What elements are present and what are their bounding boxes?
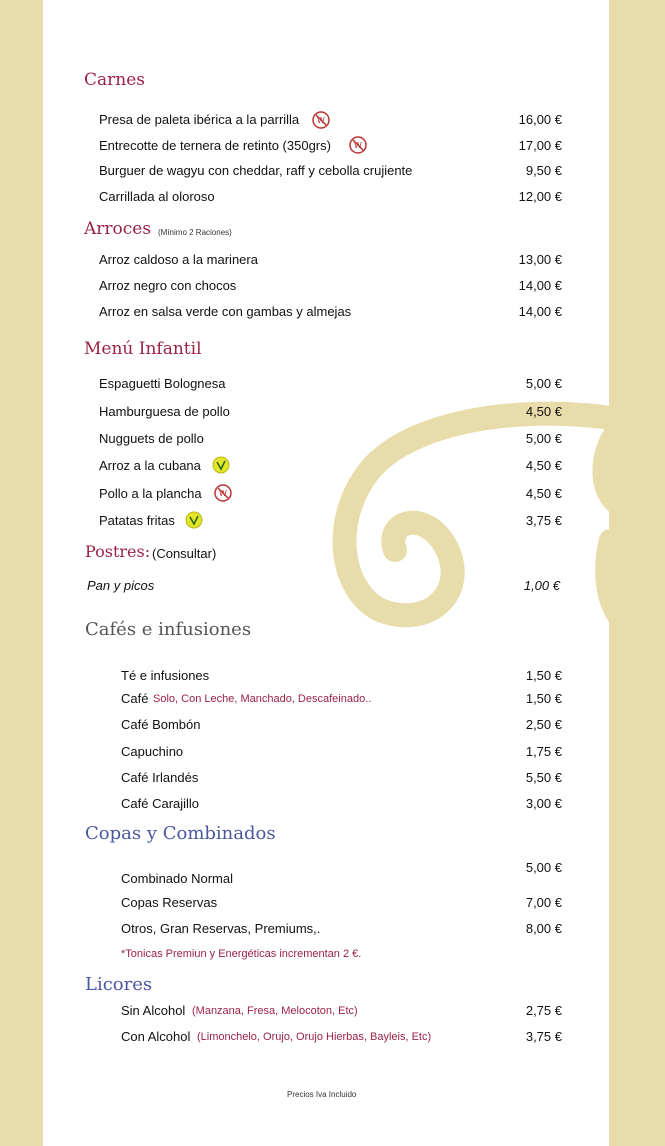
- menu-price: 13,00 €: [518, 252, 562, 267]
- gluten-free-icon: [214, 484, 232, 502]
- section-title-cafes: Cafés e infusiones: [85, 619, 252, 640]
- menu-price: 3,75 €: [525, 513, 562, 528]
- menu-item: Copas Reservas: [121, 895, 218, 910]
- vegetarian-icon: [185, 511, 203, 529]
- section-title-arroces: Arroces: [84, 219, 152, 239]
- menu-price: 4,50 €: [525, 486, 562, 501]
- menu-item: Arroz caldoso a la marinera: [99, 252, 258, 267]
- menu-price: 2,75 €: [525, 1003, 562, 1018]
- section-note: (Mínimo 2 Raciones): [158, 228, 232, 237]
- menu-item: Café Irlandés: [121, 770, 199, 785]
- menu-item: Combinado Normal: [121, 871, 233, 886]
- menu-price: 2,50 €: [525, 717, 562, 732]
- menu-price: 16,00 €: [518, 112, 562, 127]
- menu-item: Carrillada al oloroso: [99, 189, 215, 204]
- menu-item: Café Bombón: [121, 717, 201, 732]
- gluten-free-icon: [349, 136, 367, 154]
- menu-item: Burguer de wagyu con cheddar, raff y cebolla crujiente: [99, 163, 413, 178]
- footer-note: Precios Iva Incluido: [287, 1090, 357, 1099]
- menu-item: Sin Alcohol: [121, 1003, 186, 1018]
- section-title-postres: Postres:: [85, 542, 151, 561]
- svg-text:W: W: [317, 116, 325, 125]
- menu-price: 8,00 €: [525, 921, 562, 936]
- menu-price: 3,75 €: [525, 1029, 562, 1044]
- menu-item: Arroz negro con chocos: [99, 278, 237, 293]
- menu-item: Pan y picos: [87, 578, 155, 593]
- menu-price: 1,00 €: [523, 578, 560, 593]
- menu-price: 5,00 €: [525, 431, 562, 446]
- menu-price: 4,50 €: [525, 404, 562, 419]
- menu-price: 3,00 €: [525, 796, 562, 811]
- menu-price: 14,00 €: [518, 304, 562, 319]
- menu-item: Presa de paleta ibérica a la parrilla: [99, 112, 300, 127]
- menu-item: Con Alcohol: [121, 1029, 191, 1044]
- section-title-infantil: Menú Infantil: [84, 339, 202, 359]
- menu-item: Café Carajillo: [121, 796, 200, 811]
- menu-item: Café: [121, 691, 149, 706]
- menu-price: 12,00 €: [518, 189, 562, 204]
- menu-price: 1,50 €: [525, 668, 562, 683]
- menu-price: 1,75 €: [525, 744, 562, 759]
- section-title-copas: Copas y Combinados: [85, 823, 276, 844]
- menu-item: Otros, Gran Reservas, Premiums,.: [121, 921, 321, 936]
- menu-item: Arroz a la cubana: [99, 458, 201, 473]
- menu-price: 7,00 €: [525, 895, 562, 910]
- svg-text:W: W: [354, 141, 362, 150]
- section-title-licores: Licores: [85, 974, 153, 995]
- item-detail: (Limonchelo, Orujo, Orujo Hierbas, Bayleis, Etc): [197, 1031, 432, 1043]
- menu-item: Patatas fritas: [99, 513, 175, 528]
- menu-item: Pollo a la plancha: [99, 486, 202, 501]
- menu-item: Hamburguesa de pollo: [99, 404, 230, 419]
- section-title-carnes: Carnes: [84, 70, 146, 90]
- menu-item: Entrecotte de ternera de retinto (350grs): [99, 138, 331, 153]
- menu-price: 1,50 €: [525, 691, 562, 706]
- vegetarian-icon: [212, 456, 230, 474]
- menu-item: Arroz en salsa verde con gambas y almejas: [99, 304, 352, 319]
- section-note: *Tonicas Premiun y Energéticas incrementan 2 €.: [121, 948, 362, 960]
- menu-price: 9,50 €: [525, 163, 562, 178]
- menu-price: 5,00 €: [525, 376, 562, 391]
- item-detail: Solo, Con Leche, Manchado, Descafeinado..: [153, 693, 372, 705]
- menu-item: Nugguets de pollo: [99, 431, 204, 446]
- menu-item: Capuchino: [121, 744, 184, 759]
- menu-price: 14,00 €: [518, 278, 562, 293]
- gluten-free-icon: [312, 111, 330, 129]
- menu-price: 5,00 €: [525, 860, 562, 875]
- menu-item: Espaguetti Bolognesa: [99, 376, 226, 391]
- menu-price: 4,50 €: [525, 458, 562, 473]
- svg-text:W: W: [219, 489, 227, 498]
- section-note: (Consultar): [152, 546, 217, 561]
- menu-price: 5,50 €: [525, 770, 562, 785]
- menu-item: Té e infusiones: [121, 668, 210, 683]
- item-detail: (Manzana, Fresa, Melocoton, Etc): [192, 1005, 358, 1017]
- menu-price: 17,00 €: [518, 138, 562, 153]
